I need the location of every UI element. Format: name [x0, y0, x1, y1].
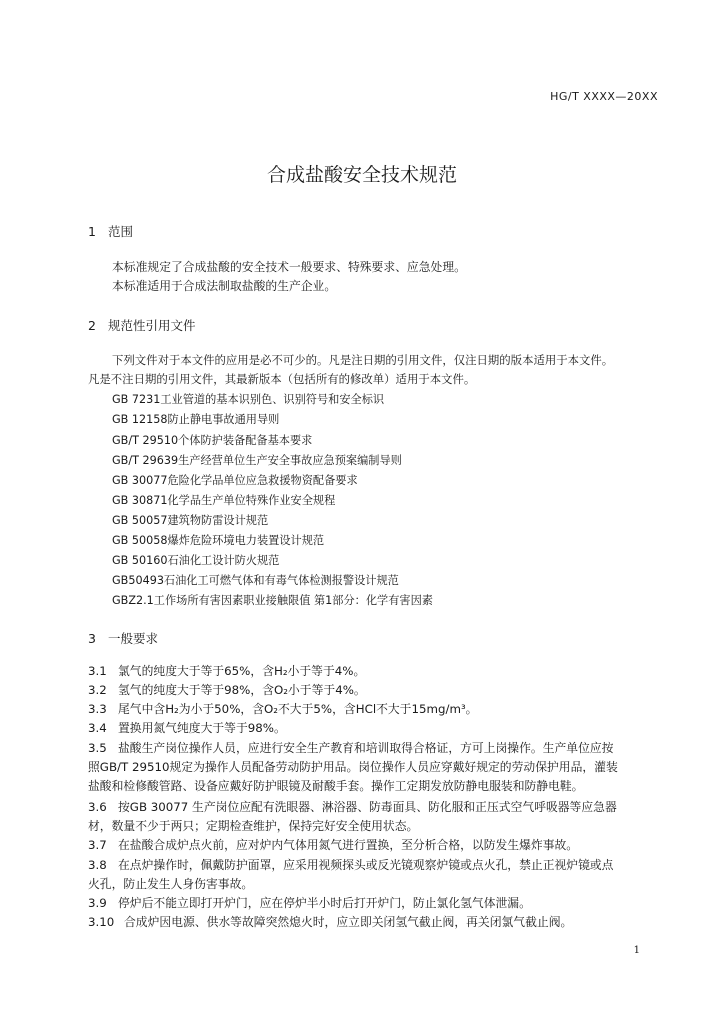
- clause-continuation: 材，数量不少于两只；定期检查维护，保持完好安全使用状态。: [88, 819, 419, 833]
- clause-text: 盐酸生产岗位操作人员，应进行安全生产教育和培训取得合格证，方可上岗操作。生产单位应按: [118, 741, 614, 755]
- clause-item: [88, 894, 531, 911]
- clause-item: [88, 662, 365, 679]
- clause-item: [88, 739, 613, 756]
- clause-item: [88, 856, 613, 873]
- clause-text: 按GB 30077 生产岗位应配有洗眼器、淋浴器、防毒面具、防化服和正压式空气呼吸器等应急器: [118, 800, 617, 814]
- clause-number: 3.9: [88, 896, 107, 910]
- reference-item: GB 50058爆炸危险环境电力装置设计规范: [112, 534, 325, 547]
- section-title: 范围: [108, 224, 134, 239]
- references-intro: 下列文件对于本文件的应用是必不可少的。凡是注日期的引用文件，仅注日期的版本适用于本文件。: [112, 353, 614, 367]
- section-number: 2: [88, 318, 96, 333]
- page-title: 合成盐酸安全技术规范: [266, 164, 457, 186]
- scope-paragraph: 本标准规定了合成盐酸的安全技术一般要求、特殊要求、应急处理。: [112, 260, 466, 274]
- reference-item: GB 30077危险化学品单位应急救援物资配备要求: [112, 474, 358, 487]
- clause-item: [88, 836, 578, 853]
- section-heading-general-requirements: [88, 629, 158, 647]
- clause-text: 氢气的纯度大于等于98%，含O₂小于等于4%。: [118, 683, 366, 697]
- clause-text: 置换用氮气纯度大于等于98%。: [118, 721, 286, 735]
- section-title: 规范性引用文件: [108, 318, 196, 333]
- clause-number: 3.8: [88, 858, 107, 872]
- reference-item: GB/T 29639生产经营单位生产安全事故应急预案编制导则: [112, 454, 402, 467]
- clause-number: 3.7: [88, 838, 107, 852]
- clause-number: 3.6: [88, 800, 107, 814]
- clause-number: 3.2: [88, 683, 107, 697]
- reference-item: GB/T 29510个体防护装备配备基本要求: [112, 434, 313, 447]
- clause-item: [88, 798, 617, 815]
- section-title: 一般要求: [108, 631, 159, 646]
- clause-item: [88, 681, 366, 698]
- document-code: HG/T XXXX—20XX: [550, 90, 658, 103]
- clause-continuation: 照GB/T 29510规定为操作人员配备劳动防护用品。岗位操作人员应穿戴好规定的劳动保护用品，灌装: [88, 760, 618, 774]
- references-intro: 凡是不注日期的引用文件，其最新版本（包括所有的修改单）适用于本文件。: [88, 372, 476, 386]
- clause-text: 尾气中含H₂为小于50%，含O₂不大于5%，含HCl不大于15mg/m³。: [118, 702, 478, 716]
- clause-number: 3.4: [88, 721, 107, 735]
- section-heading-scope: [88, 222, 133, 240]
- clause-continuation: 盐酸和检修酸管路、设备应戴好防护眼镜及耐酸手套。操作工定期发放防静电服装和防静电鞋。: [88, 779, 584, 793]
- reference-item: GB 7231工业管道的基本识别色、识别符号和安全标识: [112, 393, 385, 406]
- reference-item: GB50493石油化工可燃气体和有毒气体检测报警设计规范: [112, 574, 399, 587]
- reference-item: GBZ2.1工作场所有害因素职业接触限值 第1部分：化学有害因素: [112, 594, 433, 607]
- clause-text: 在点炉操作时，佩戴防护面罩，应采用视频探头或反光镜观察炉镜或点火孔，禁止正视炉镜或点: [118, 858, 614, 872]
- clause-item: [88, 913, 572, 930]
- reference-item: GB 30871化学品生产单位特殊作业安全规程: [112, 494, 336, 507]
- section-number: 3: [88, 631, 96, 646]
- clause-item: [88, 719, 286, 736]
- clause-item: [88, 700, 477, 717]
- clause-number: 3.10: [88, 915, 115, 929]
- clause-continuation: 火孔，防止发生人身伤害事故。: [88, 877, 254, 891]
- page-number: 1: [633, 945, 640, 956]
- reference-item: GB 12158防止静电事故通用导则: [112, 413, 280, 426]
- clause-text: 合成炉因电源、供水等故障突然熄火时，应立即关闭氢气截止阀，再关闭氯气截止阀。: [124, 915, 573, 929]
- reference-item: GB 50160石油化工设计防火规范: [112, 554, 280, 567]
- scope-paragraph: 本标准适用于合成法制取盐酸的生产企业。: [112, 279, 337, 293]
- section-heading-references: [88, 316, 196, 334]
- clause-number: 3.1: [88, 664, 107, 678]
- clause-text: 在盐酸合成炉点火前，应对炉内气体用氮气进行置换，至分析合格，以防发生爆炸事故。: [118, 838, 579, 852]
- clause-text: 停炉后不能立即打开炉门，应在停炉半小时后打开炉门，防止氯化氢气体泄漏。: [118, 896, 531, 910]
- clause-number: 3.5: [88, 741, 107, 755]
- reference-item: GB 50057建筑物防雷设计规范: [112, 514, 269, 527]
- clause-number: 3.3: [88, 702, 107, 716]
- section-number: 1: [88, 224, 96, 239]
- clause-text: 氯气的纯度大于等于65%，含H₂小于等于4%。: [118, 664, 366, 678]
